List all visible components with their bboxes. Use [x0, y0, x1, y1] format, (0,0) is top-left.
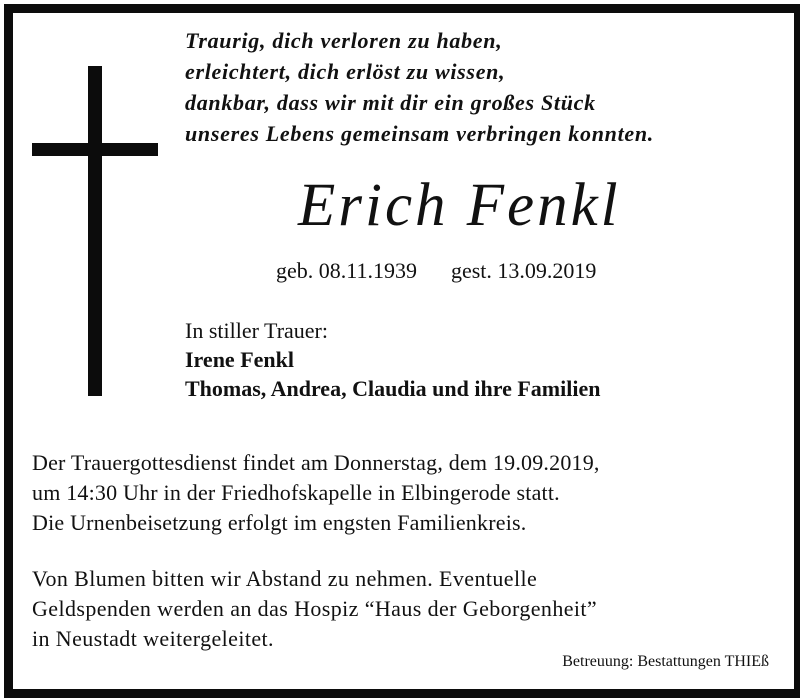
mourner-name: Thomas, Andrea, Claudia und ihre Familien [185, 376, 601, 401]
deceased-name: Erich Fenkl [298, 172, 621, 239]
poem-line: dankbar, dass wir mit dir ein großes Stück [185, 90, 596, 115]
donation-notice [32, 564, 597, 654]
cross-horizontal-bar [32, 143, 158, 156]
poem-line: unseres Lebens gemeinsam verbringen konnten. [185, 121, 654, 146]
funeral-home-credit: Betreuung: Bestattungen THIEß [562, 653, 769, 670]
mourners-intro: In stiller Trauer: [185, 318, 328, 343]
life-dates [276, 257, 596, 285]
service-notice [32, 448, 600, 538]
cross-vertical-bar [88, 66, 102, 396]
service-line: um 14:30 Uhr in der Friedhofskapelle in Elbingerode statt. [32, 480, 560, 505]
service-line: Die Urnenbeisetzung erfolgt im engsten Familienkreis. [32, 510, 527, 535]
birth-date: geb. 08.11.1939 [276, 258, 417, 283]
service-line: Der Trauergottesdienst findet am Donnerstag, dem 19.09.2019, [32, 450, 600, 475]
death-date: gest. 13.09.2019 [450, 258, 597, 283]
memorial-poem [185, 25, 775, 149]
donation-line: Von Blumen bitten wir Abstand zu nehmen. Eventuelle [32, 566, 538, 591]
donation-line: Geldspenden werden an das Hospiz “Haus der Geborgenheit” [32, 596, 598, 621]
poem-line: erleichtert, dich erlöst zu wissen, [185, 59, 506, 84]
mourners-block [185, 316, 600, 403]
poem-line: Traurig, dich verloren zu haben, [185, 28, 503, 53]
mourner-name: Irene Fenkl [185, 347, 294, 372]
cross-icon [32, 66, 158, 396]
donation-line: in Neustadt weitergeleitet. [32, 626, 274, 651]
